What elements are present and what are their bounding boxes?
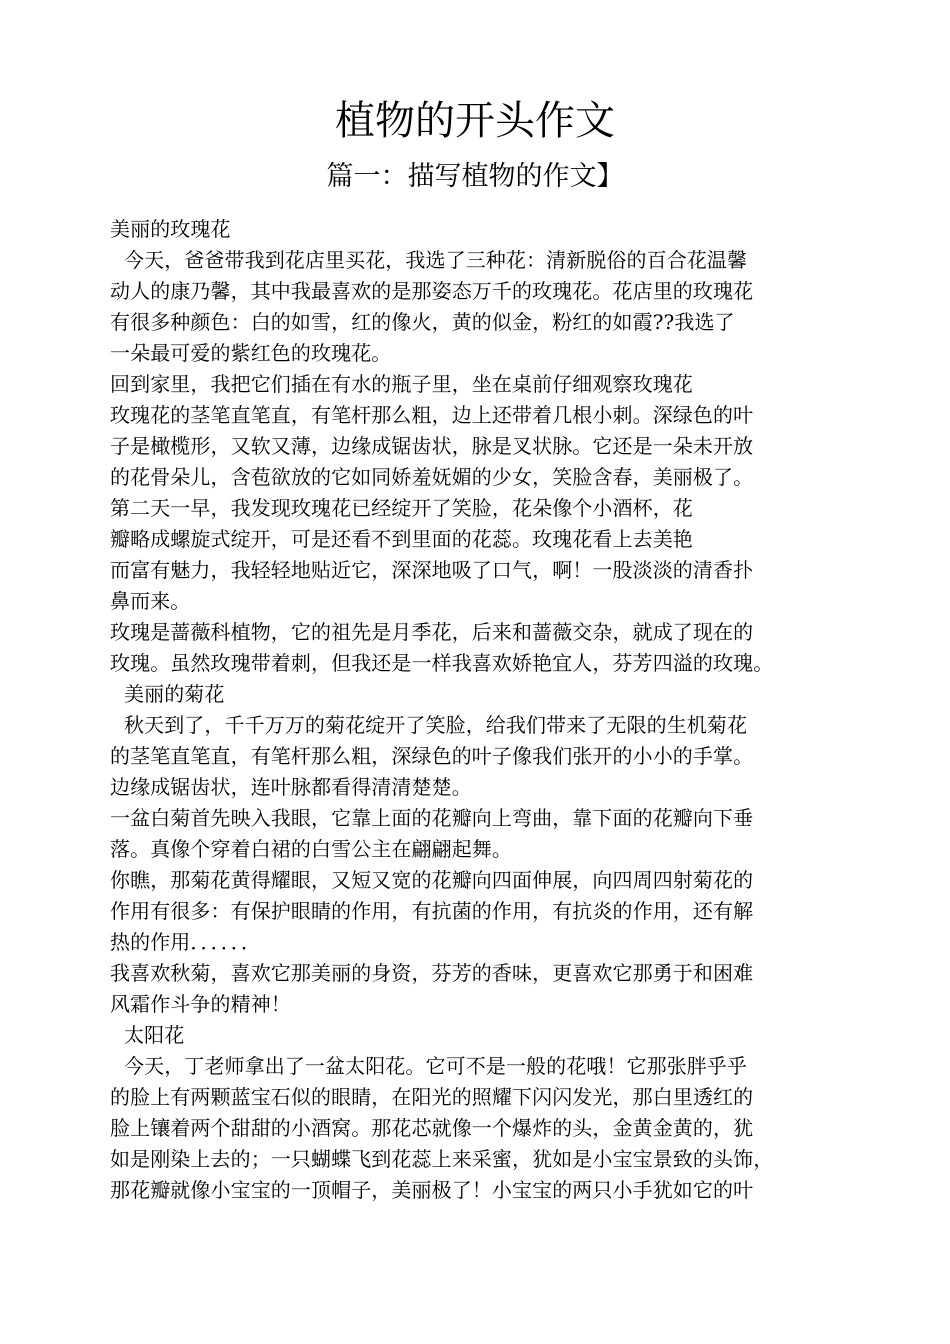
text-line: 子是橄榄形，又软又薄，边缘成锯齿状，脉是叉状脉。它还是一朵未开放 xyxy=(110,434,754,458)
text-line: 如是刚染上去的；一只蝴蝶飞到花蕊上来采蜜，犹如是小宝宝景致的头饰， xyxy=(110,1147,774,1171)
text-line: 今天，爸爸带我到花店里买花，我选了三种花：清新脱俗的百合花温馨 xyxy=(124,248,748,272)
text-line: 有很多种颜色：白的如雪，红的像火，黄的似金，粉红的如霞??我选了 xyxy=(110,310,735,334)
text-line: 美丽的玫瑰花 xyxy=(110,217,231,241)
text-line: 边缘成锯齿状，连叶脉都看得清清楚楚。 xyxy=(110,775,472,799)
text-line: 我喜欢秋菊，喜欢它那美丽的身资，芬芳的香味，更喜欢它那勇于和困难 xyxy=(110,961,754,985)
text-line: 秋天到了，千千万万的菊花绽开了笑脸，给我们带来了无限的生机菊花 xyxy=(124,713,748,737)
text-line: 鼻而来。 xyxy=(110,589,191,613)
text-line: 回到家里，我把它们插在有水的瓶子里，坐在桌前仔细观察玫瑰花 xyxy=(110,372,693,396)
text-line: 而富有魅力，我轻轻地贴近它，深深地吸了口气，啊！一股淡淡的清香扑 xyxy=(110,558,754,582)
text-line: 第二天一早，我发现玫瑰花已经绽开了笑脸，花朵像个小酒杯，花 xyxy=(110,496,693,520)
document-title: 植物的开头作文 xyxy=(335,98,615,144)
document-subtitle: 篇一：描写植物的作文】 xyxy=(326,161,624,192)
document-body xyxy=(110,214,870,1206)
text-line: 作用有很多：有保护眼睛的作用，有抗菌的作用，有抗炎的作用，还有解 xyxy=(110,899,754,923)
text-line: 落。真像个穿着白裙的白雪公主在翩翩起舞。 xyxy=(110,837,512,861)
text-line: 一盆白菊首先映入我眼，它靠上面的花瓣向上弯曲，靠下面的花瓣向下垂 xyxy=(110,806,754,830)
text-line: 动人的康乃馨，其中我最喜欢的是那姿态万千的玫瑰花。花店里的玫瑰花 xyxy=(110,279,754,303)
text-line: 今天，丁老师拿出了一盆太阳花。它可不是一般的花哦！它那张胖乎乎 xyxy=(124,1054,748,1078)
text-line: 的脸上有两颗蓝宝石似的眼睛，在阳光的照耀下闪闪发光，那白里透红的 xyxy=(110,1085,754,1109)
text-line: 美丽的菊花 xyxy=(124,682,225,706)
text-line: 的花骨朵儿，含苞欲放的它如同娇羞妩媚的少女，笑脸含春，美丽极了。 xyxy=(110,465,754,489)
text-line: 那花瓣就像小宝宝的一顶帽子，美丽极了！小宝宝的两只小手犹如它的叶 xyxy=(110,1178,754,1202)
text-line: 太阳花 xyxy=(124,1023,185,1047)
text-line: 玫瑰是蔷薇科植物，它的祖先是月季花，后来和蔷薇交杂，就成了现在的 xyxy=(110,620,754,644)
text-line: 脸上镶着两个甜甜的小酒窝。那花芯就像一个爆炸的头，金黄金黄的，犹 xyxy=(110,1116,754,1140)
text-line: 瓣略成螺旋式绽开，可是还看不到里面的花蕊。玫瑰花看上去美艳 xyxy=(110,527,693,551)
text-line: 风霜作斗争的精神！ xyxy=(110,992,291,1016)
text-line: 一朵最可爱的紫红色的玫瑰花。 xyxy=(110,341,392,365)
text-line: 的茎笔直笔直，有笔杆那么粗，深绿色的叶子像我们张开的小小的手掌。 xyxy=(110,744,754,768)
text-line: 玫瑰花的茎笔直笔直，有笔杆那么粗，边上还带着几根小刺。深绿色的叶 xyxy=(110,403,754,427)
text-line: 热的作用．．．．．． xyxy=(110,930,261,954)
text-line: 你瞧，那菊花黄得耀眼，又短又宽的花瓣向四面伸展，向四周四射菊花的 xyxy=(110,868,754,892)
text-line: 玫瑰。虽然玫瑰带着刺，但我还是一样我喜欢娇艳宜人，芬芳四溢的玫瑰。 xyxy=(110,651,774,675)
